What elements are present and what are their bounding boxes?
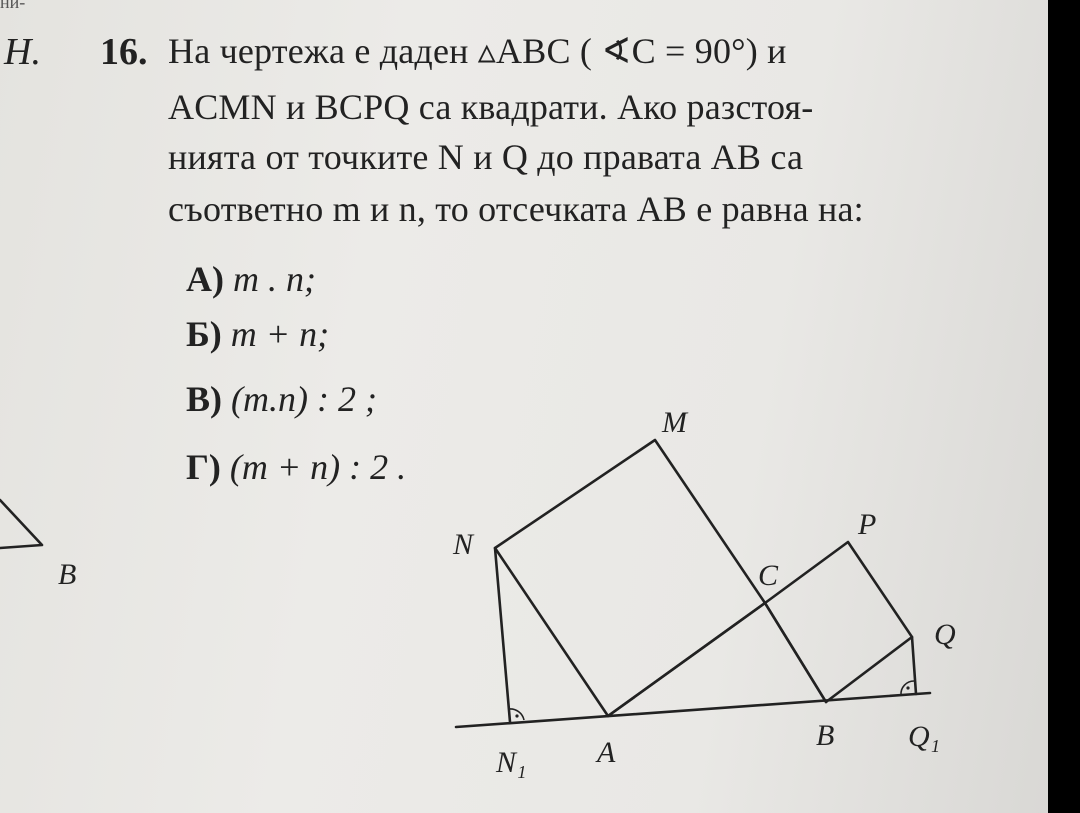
section-letter: Н. <box>4 31 41 73</box>
option-letter: Б) <box>186 314 222 354</box>
square-acmn <box>495 440 765 716</box>
label-a: A <box>597 736 616 769</box>
perpendicular-q-q1 <box>912 637 916 694</box>
corner-text-fragment: ни- <box>0 0 26 12</box>
right-angle-marker-n1 <box>509 709 524 720</box>
problem-text-line-1: На чертежа е даден ▵ABC ( ∢C = 90°) и <box>168 31 787 71</box>
option-expression: m . n; <box>233 259 316 299</box>
square-bcpq <box>765 542 912 702</box>
left-triangle-fragment <box>0 500 42 548</box>
perpendicular-n-n1 <box>495 548 510 722</box>
option-expression: (m + n) : 2 . <box>229 447 407 487</box>
option-letter: Г) <box>186 447 221 487</box>
label-c: C <box>758 559 779 592</box>
label-q1: Q₁ <box>908 720 941 753</box>
base-line <box>456 693 930 727</box>
label-n1: N₁ <box>496 746 527 779</box>
dark-border <box>1048 0 1080 813</box>
problem-text-line-3: нията от точките N и Q до правата AB са <box>168 137 804 177</box>
left-figure-label-b: B <box>58 558 77 591</box>
problem-text-line-4: съответно m и n, то отсечката AB е равна на: <box>168 189 864 229</box>
label-p: P <box>858 508 877 541</box>
right-angle-dot-q1 <box>906 686 909 689</box>
problem-text-line-2: ACMN и BCPQ са квадрати. Ако разстоя- <box>168 87 814 127</box>
label-m: M <box>662 406 687 439</box>
option-letter: В) <box>186 379 222 419</box>
option-expression: m + n; <box>230 314 330 354</box>
label-b: B <box>816 719 835 752</box>
segment-a-c <box>608 603 765 716</box>
option-letter: А) <box>186 259 224 299</box>
option-expression: (m.n) : 2 ; <box>231 379 377 419</box>
label-q: Q <box>934 618 956 651</box>
label-n: N <box>453 528 474 561</box>
right-angle-dot-n1 <box>515 714 518 717</box>
problem-number: 16. <box>100 31 148 73</box>
